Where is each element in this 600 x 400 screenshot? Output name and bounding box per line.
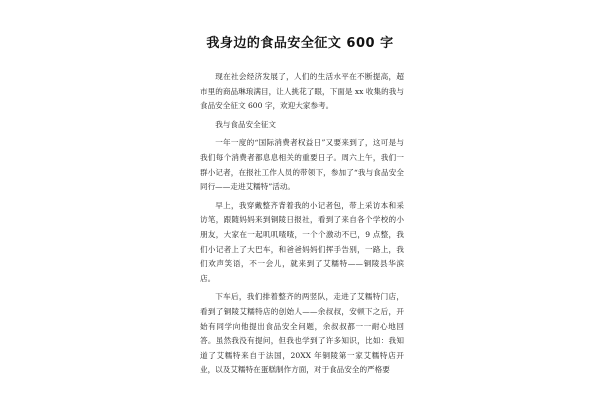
page-title: 我身边的食品安全征文 600 字 (206, 36, 394, 51)
article-body (200, 70, 404, 382)
paragraph-1: 一年一度的“国际消费者权益日”又要来到了，这可是与我们每个消费者都息息相关的重要日子。周六上午，我们一群小记者，在报社工作人员的带领下，参加了“我与食品安全同行——走进艾糯特”活动。 (200, 138, 404, 192)
paragraph-subtitle: 我与食品安全征文 (215, 119, 276, 129)
paragraph-2: 早上，我穿戴整齐背着我的小记者包，带上采访本和采访笔，跟随妈妈来到铜陵日报社，看到了来自各个学校的小朋友，大家在一起叽叽喳喳，一个个激动不已，9 点整，我们小记者上了大巴车，和爸爸妈妈们挥手告别，一路上，我们欢声笑语，不一会儿，就来到了艾糯特——铜陵县华滨店。 (200, 200, 404, 283)
paragraph-3: 下车后，我们排着整齐的两竖队，走进了艾糯特门店，看到了铜陵艾糯特店的创始人——余叔叔，安顿下之后，开始有同学向他提出食品安全问题，余叔叔都一一耐心地回答。虽然我没有提问，但我也学到了许多知识，比如：我知道了艾糯特来自于法国，20XX 年铜陵第一家艾糯特店开业，以及艾糯特在蛋糕制作方面，对于食品安全的严格要 (200, 292, 404, 375)
paragraph-intro: 现在社会经济发展了，人们的生活水平在不断提高，超市里的商品琳琅满目，让人挑花了眼，下面是 xx 收集的我与食品安全征文 600 字，欢迎大家参考。 (200, 72, 404, 111)
